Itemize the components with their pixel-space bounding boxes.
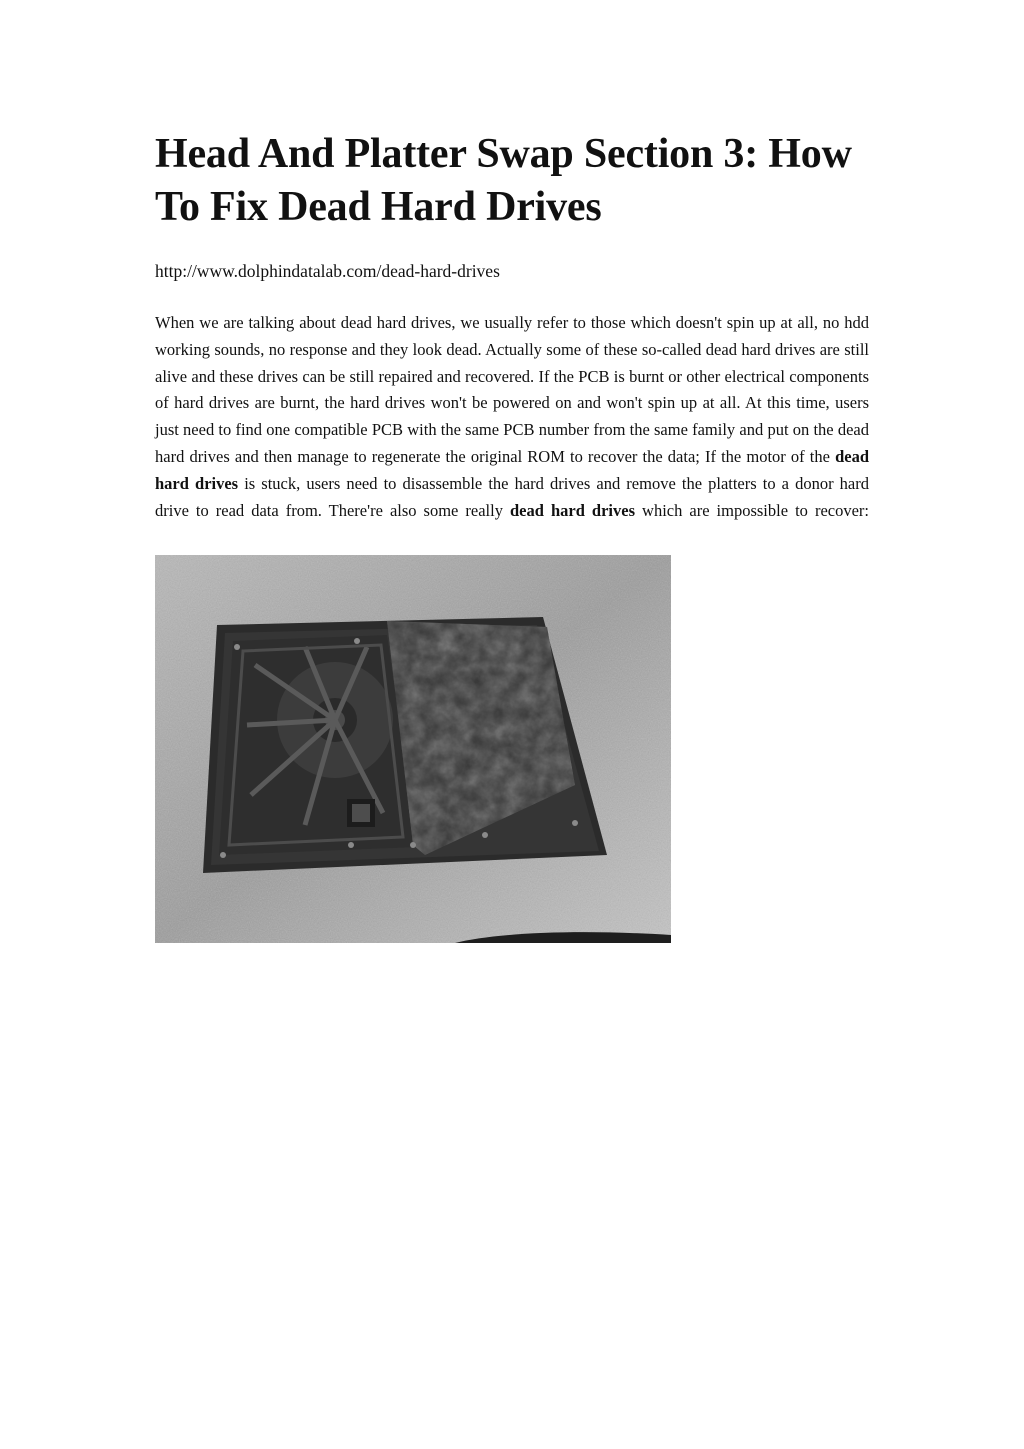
paragraph-text-part1: When we are talking about dead hard drives, we usually refer to those which doesn't spin up at all, no hdd working sounds, no response and they look dead. Actually some of these so-called dead hard drives are still alive and these drives can be still repaired and recovered. If the PCB is burnt or other electrical components of hard drives are burnt, the hard drives won't be powered on and won't spin up at all. At this time, users just need to find one compatible PCB with the same PCB number from the same family and put on the dead hard drives and then manage to regenerate the original ROM to recover the data; If the motor of the	[155, 313, 869, 466]
keyword-dead-hard-drives-1: dead hard drives	[155, 446, 869, 493]
source-link[interactable]: http://www.dolphindatalab.com/dead-hard-drives	[155, 261, 500, 281]
keyword-dead-hard-drives-2: dead hard drives	[510, 500, 635, 520]
paragraph-text-part3: which are impossible to recover:	[635, 500, 869, 520]
body-paragraph	[155, 310, 869, 524]
burnt-hard-drive-photo	[155, 555, 671, 943]
paragraph-text-part2: is stuck, users need to disassemble the hard drives and remove the platters to a donor hard drive to read data from. There're also some really	[155, 473, 869, 520]
article-content	[155, 128, 869, 541]
page-title: Head And Platter Swap Section 3: How To Fix Dead Hard Drives	[155, 131, 852, 230]
